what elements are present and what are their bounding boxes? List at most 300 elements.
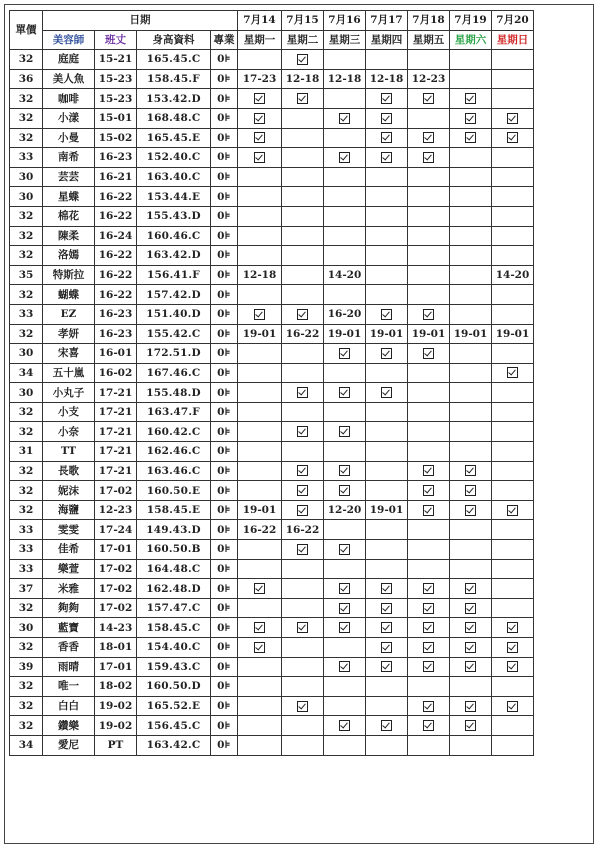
empty-day-cell	[366, 677, 408, 697]
empty-day-cell	[238, 344, 282, 364]
body-cell: 160.50.B	[137, 540, 211, 560]
empty-day-cell	[492, 89, 534, 109]
empty-day-cell	[366, 50, 408, 70]
checkbox-icon	[465, 93, 476, 104]
shift-time-cell: 19-01	[408, 324, 450, 344]
date-col-2: 7月15	[282, 11, 324, 31]
class-cell: 17-21	[95, 383, 137, 403]
body-cell: 149.43.D	[137, 520, 211, 540]
class-cell: 19-02	[95, 696, 137, 716]
stylist-name: 五十嵐	[43, 363, 95, 383]
checked-cell	[324, 579, 366, 599]
empty-day-cell	[408, 422, 450, 442]
checked-cell	[366, 89, 408, 109]
checkbox-icon	[423, 622, 434, 633]
spec-cell: 0⊧	[211, 206, 238, 226]
shift-time-cell: 14-20	[324, 265, 366, 285]
empty-day-cell	[282, 285, 324, 305]
checked-cell	[408, 304, 450, 324]
class-cell: 16-24	[95, 226, 137, 246]
checkbox-icon	[339, 348, 350, 359]
table-row	[10, 167, 534, 187]
checked-cell	[366, 598, 408, 618]
empty-day-cell	[408, 285, 450, 305]
price-cell: 32	[10, 422, 43, 442]
spec-cell: 0⊧	[211, 285, 238, 305]
empty-day-cell	[492, 735, 534, 755]
weekday-6: 星期六	[450, 30, 492, 50]
class-cell: 17-02	[95, 559, 137, 579]
spec-cell: 0⊧	[211, 520, 238, 540]
checked-cell	[366, 344, 408, 364]
checked-cell	[450, 598, 492, 618]
shift-time-cell: 12-23	[408, 69, 450, 89]
empty-day-cell	[238, 442, 282, 462]
class-cell: 18-01	[95, 638, 137, 658]
checkbox-icon	[423, 485, 434, 496]
checkbox-icon	[381, 348, 392, 359]
price-cell: 30	[10, 187, 43, 207]
shift-time-cell: 19-01	[238, 324, 282, 344]
empty-day-cell	[282, 598, 324, 618]
spec-cell: 0⊧	[211, 657, 238, 677]
empty-day-cell	[450, 206, 492, 226]
table-row	[10, 324, 534, 344]
checkbox-icon	[254, 93, 265, 104]
checkbox-icon	[381, 387, 392, 398]
body-cell: 151.40.D	[137, 304, 211, 324]
empty-day-cell	[238, 540, 282, 560]
checkbox-icon	[423, 642, 434, 653]
checkbox-icon	[423, 661, 434, 672]
checkbox-icon	[507, 622, 518, 633]
body-cell: 163.47.F	[137, 402, 211, 422]
checked-cell	[366, 579, 408, 599]
price-cell: 30	[10, 618, 43, 638]
body-cell: 154.40.C	[137, 638, 211, 658]
table-row	[10, 481, 534, 501]
price-cell: 33	[10, 559, 43, 579]
date-header: 日期	[43, 11, 238, 31]
spec-cell: 0⊧	[211, 422, 238, 442]
empty-day-cell	[282, 363, 324, 383]
class-cell: 15-21	[95, 50, 137, 70]
checked-cell	[408, 128, 450, 148]
checked-cell	[492, 500, 534, 520]
checked-cell	[450, 128, 492, 148]
empty-day-cell	[450, 187, 492, 207]
table-row	[10, 304, 534, 324]
stylist-name: 小奈	[43, 422, 95, 442]
empty-day-cell	[324, 285, 366, 305]
checked-cell	[366, 657, 408, 677]
body-cell: 163.40.C	[137, 167, 211, 187]
empty-day-cell	[238, 598, 282, 618]
stylist-name: 洛嫣	[43, 246, 95, 266]
empty-day-cell	[492, 559, 534, 579]
empty-day-cell	[238, 167, 282, 187]
checked-cell	[408, 579, 450, 599]
empty-day-cell	[238, 285, 282, 305]
checkbox-icon	[465, 132, 476, 143]
empty-day-cell	[492, 167, 534, 187]
body-cell: 157.42.D	[137, 285, 211, 305]
table-row	[10, 696, 534, 716]
empty-day-cell	[492, 422, 534, 442]
shift-time-cell: 12-18	[366, 69, 408, 89]
table-row	[10, 108, 534, 128]
price-cell: 32	[10, 598, 43, 618]
checked-cell	[238, 579, 282, 599]
class-cell: 16-21	[95, 167, 137, 187]
checked-cell	[408, 500, 450, 520]
empty-day-cell	[408, 50, 450, 70]
checkbox-icon	[297, 622, 308, 633]
checkbox-icon	[507, 505, 518, 516]
price-cell: 32	[10, 50, 43, 70]
table-row	[10, 402, 534, 422]
class-cell: 16-22	[95, 285, 137, 305]
checkbox-icon	[297, 701, 308, 712]
class-cell: 15-02	[95, 128, 137, 148]
shift-time-cell: 19-01	[492, 324, 534, 344]
checked-cell	[324, 618, 366, 638]
class-cell: 17-02	[95, 481, 137, 501]
empty-day-cell	[450, 422, 492, 442]
checkbox-icon	[465, 701, 476, 712]
date-col-6: 7月19	[450, 11, 492, 31]
empty-day-cell	[366, 265, 408, 285]
price-cell: 33	[10, 304, 43, 324]
empty-day-cell	[238, 206, 282, 226]
empty-day-cell	[282, 559, 324, 579]
stylist-name: 宋喜	[43, 344, 95, 364]
checkbox-icon	[423, 465, 434, 476]
empty-day-cell	[450, 735, 492, 755]
body-cell: 158.45.E	[137, 500, 211, 520]
empty-day-cell	[366, 442, 408, 462]
checkbox-icon	[465, 505, 476, 516]
table-row	[10, 89, 534, 109]
empty-day-cell	[282, 344, 324, 364]
date-col-7: 7月20	[492, 11, 534, 31]
empty-day-cell	[238, 226, 282, 246]
weekday-3: 星期三	[324, 30, 366, 50]
weekday-5: 星期五	[408, 30, 450, 50]
price-cell: 32	[10, 481, 43, 501]
checkbox-icon	[423, 152, 434, 163]
empty-day-cell	[408, 540, 450, 560]
body-cell: 167.46.C	[137, 363, 211, 383]
checkbox-icon	[465, 720, 476, 731]
empty-day-cell	[408, 246, 450, 266]
checked-cell	[324, 383, 366, 403]
price-cell: 32	[10, 89, 43, 109]
empty-day-cell	[492, 520, 534, 540]
stylist-name: 陳柔	[43, 226, 95, 246]
stylist-name: 唯一	[43, 677, 95, 697]
checked-cell	[282, 89, 324, 109]
shift-time-cell: 16-20	[324, 304, 366, 324]
date-col-4: 7月17	[366, 11, 408, 31]
empty-day-cell	[324, 89, 366, 109]
empty-day-cell	[408, 677, 450, 697]
empty-day-cell	[492, 598, 534, 618]
stylist-name: 芸芸	[43, 167, 95, 187]
empty-day-cell	[324, 559, 366, 579]
empty-day-cell	[366, 187, 408, 207]
empty-day-cell	[450, 285, 492, 305]
table-row	[10, 442, 534, 462]
checkbox-icon	[339, 720, 350, 731]
shift-time-cell: 16-22	[238, 520, 282, 540]
empty-day-cell	[492, 481, 534, 501]
empty-day-cell	[408, 402, 450, 422]
checkbox-icon	[381, 642, 392, 653]
table-row	[10, 540, 534, 560]
table-row	[10, 638, 534, 658]
checked-cell	[450, 696, 492, 716]
spec-cell: 0⊧	[211, 540, 238, 560]
empty-day-cell	[282, 246, 324, 266]
stylist-name: 米雅	[43, 579, 95, 599]
table-row	[10, 520, 534, 540]
body-cell: 159.43.C	[137, 657, 211, 677]
empty-day-cell	[492, 442, 534, 462]
empty-day-cell	[408, 442, 450, 462]
spec-cell: 0⊧	[211, 383, 238, 403]
empty-day-cell	[450, 167, 492, 187]
checkbox-icon	[423, 309, 434, 320]
spec-cell: 0⊧	[211, 735, 238, 755]
empty-day-cell	[492, 677, 534, 697]
body-cell: 165.52.E	[137, 696, 211, 716]
empty-day-cell	[492, 304, 534, 324]
checkbox-icon	[254, 622, 265, 633]
empty-day-cell	[366, 696, 408, 716]
price-cell: 34	[10, 363, 43, 383]
checkbox-icon	[423, 583, 434, 594]
checkbox-icon	[507, 367, 518, 378]
empty-day-cell	[238, 481, 282, 501]
body-cell: 165.45.C	[137, 50, 211, 70]
empty-day-cell	[408, 363, 450, 383]
spec-cell: 0⊧	[211, 265, 238, 285]
checked-cell	[282, 500, 324, 520]
checked-cell	[450, 108, 492, 128]
checked-cell	[492, 696, 534, 716]
class-cell: 17-21	[95, 442, 137, 462]
table-row	[10, 461, 534, 481]
checked-cell	[408, 696, 450, 716]
empty-day-cell	[408, 167, 450, 187]
price-cell: 32	[10, 324, 43, 344]
price-cell: 32	[10, 461, 43, 481]
checkbox-icon	[381, 93, 392, 104]
checked-cell	[282, 383, 324, 403]
checked-cell	[282, 481, 324, 501]
class-cell: 14-23	[95, 618, 137, 638]
price-cell: 39	[10, 657, 43, 677]
checkbox-icon	[297, 485, 308, 496]
checkbox-icon	[254, 132, 265, 143]
empty-day-cell	[366, 206, 408, 226]
checked-cell	[408, 481, 450, 501]
stylist-name: 愛尼	[43, 735, 95, 755]
empty-day-cell	[408, 735, 450, 755]
body-cell: 163.46.C	[137, 461, 211, 481]
empty-day-cell	[238, 187, 282, 207]
shift-time-cell: 12-18	[238, 265, 282, 285]
empty-day-cell	[450, 69, 492, 89]
empty-day-cell	[408, 226, 450, 246]
table-row	[10, 363, 534, 383]
table-body	[10, 50, 534, 755]
price-cell: 32	[10, 500, 43, 520]
stylist-name: 小曼	[43, 128, 95, 148]
checked-cell	[450, 716, 492, 736]
checked-cell	[324, 108, 366, 128]
empty-day-cell	[450, 304, 492, 324]
empty-day-cell	[492, 50, 534, 70]
date-col-3: 7月16	[324, 11, 366, 31]
price-cell: 32	[10, 226, 43, 246]
checked-cell	[492, 638, 534, 658]
class-cell: 16-23	[95, 148, 137, 168]
class-cell: 18-02	[95, 677, 137, 697]
empty-day-cell	[366, 167, 408, 187]
empty-day-cell	[450, 226, 492, 246]
checked-cell	[324, 461, 366, 481]
empty-day-cell	[282, 402, 324, 422]
empty-day-cell	[450, 559, 492, 579]
table-row	[10, 657, 534, 677]
checkbox-icon	[297, 544, 308, 555]
checkbox-icon	[465, 603, 476, 614]
empty-day-cell	[450, 677, 492, 697]
empty-day-cell	[450, 50, 492, 70]
table-row	[10, 422, 534, 442]
body-cell: 165.45.E	[137, 128, 211, 148]
body-cell: 160.42.C	[137, 422, 211, 442]
empty-day-cell	[238, 422, 282, 442]
checkbox-icon	[507, 661, 518, 672]
empty-day-cell	[492, 187, 534, 207]
checked-cell	[492, 618, 534, 638]
checked-cell	[282, 461, 324, 481]
checked-cell	[282, 540, 324, 560]
shift-time-cell: 19-01	[450, 324, 492, 344]
empty-day-cell	[408, 559, 450, 579]
checkbox-icon	[339, 661, 350, 672]
checked-cell	[450, 579, 492, 599]
stylist-name: 庭庭	[43, 50, 95, 70]
body-cell: 156.45.C	[137, 716, 211, 736]
body-cell: 162.46.C	[137, 442, 211, 462]
spec-cell: 0⊧	[211, 344, 238, 364]
spec-cell: 0⊧	[211, 677, 238, 697]
price-cell: 32	[10, 716, 43, 736]
checkbox-icon	[423, 603, 434, 614]
empty-day-cell	[450, 344, 492, 364]
empty-day-cell	[450, 402, 492, 422]
checked-cell	[366, 148, 408, 168]
checked-cell	[366, 383, 408, 403]
empty-day-cell	[450, 442, 492, 462]
body-cell: 157.47.C	[137, 598, 211, 618]
spec-cell: 0⊧	[211, 481, 238, 501]
checked-cell	[238, 89, 282, 109]
empty-day-cell	[366, 246, 408, 266]
checkbox-icon	[465, 622, 476, 633]
checkbox-icon	[507, 132, 518, 143]
class-cell: 12-23	[95, 500, 137, 520]
checked-cell	[282, 50, 324, 70]
date-col-1: 7月14	[238, 11, 282, 31]
checked-cell	[408, 598, 450, 618]
checkbox-icon	[254, 113, 265, 124]
class-cell: 17-21	[95, 461, 137, 481]
body-cell: 163.42.D	[137, 246, 211, 266]
empty-day-cell	[238, 50, 282, 70]
price-cell: 32	[10, 677, 43, 697]
checked-cell	[282, 618, 324, 638]
empty-day-cell	[282, 206, 324, 226]
empty-day-cell	[450, 265, 492, 285]
empty-day-cell	[282, 716, 324, 736]
checked-cell	[238, 108, 282, 128]
empty-day-cell	[450, 520, 492, 540]
checkbox-icon	[465, 642, 476, 653]
stylist-name: 南希	[43, 148, 95, 168]
checked-cell	[238, 148, 282, 168]
weekday-4: 星期四	[366, 30, 408, 50]
table-row	[10, 559, 534, 579]
empty-day-cell	[282, 265, 324, 285]
stylist-name: 美人魚	[43, 69, 95, 89]
checked-cell	[450, 657, 492, 677]
spec-cell: 0⊧	[211, 696, 238, 716]
class-cell: 17-01	[95, 657, 137, 677]
price-cell: 32	[10, 108, 43, 128]
table-row	[10, 128, 534, 148]
checked-cell	[324, 148, 366, 168]
body-cell: 160.46.C	[137, 226, 211, 246]
checkbox-icon	[297, 505, 308, 516]
body-cell: 168.48.C	[137, 108, 211, 128]
empty-day-cell	[450, 363, 492, 383]
empty-day-cell	[282, 167, 324, 187]
empty-day-cell	[238, 657, 282, 677]
shift-time-cell: 19-01	[366, 324, 408, 344]
checkbox-icon	[297, 387, 308, 398]
empty-day-cell	[282, 128, 324, 148]
empty-day-cell	[282, 226, 324, 246]
class-cell: 16-22	[95, 187, 137, 207]
checkbox-icon	[381, 132, 392, 143]
table-row	[10, 677, 534, 697]
stylist-name: 雨晴	[43, 657, 95, 677]
checkbox-icon	[465, 583, 476, 594]
weekday-7: 星期日	[492, 30, 534, 50]
body-cell: 158.45.F	[137, 69, 211, 89]
checked-cell	[238, 128, 282, 148]
empty-day-cell	[366, 559, 408, 579]
table-row	[10, 265, 534, 285]
empty-day-cell	[324, 442, 366, 462]
empty-day-cell	[238, 716, 282, 736]
body-cell: 155.42.C	[137, 324, 211, 344]
